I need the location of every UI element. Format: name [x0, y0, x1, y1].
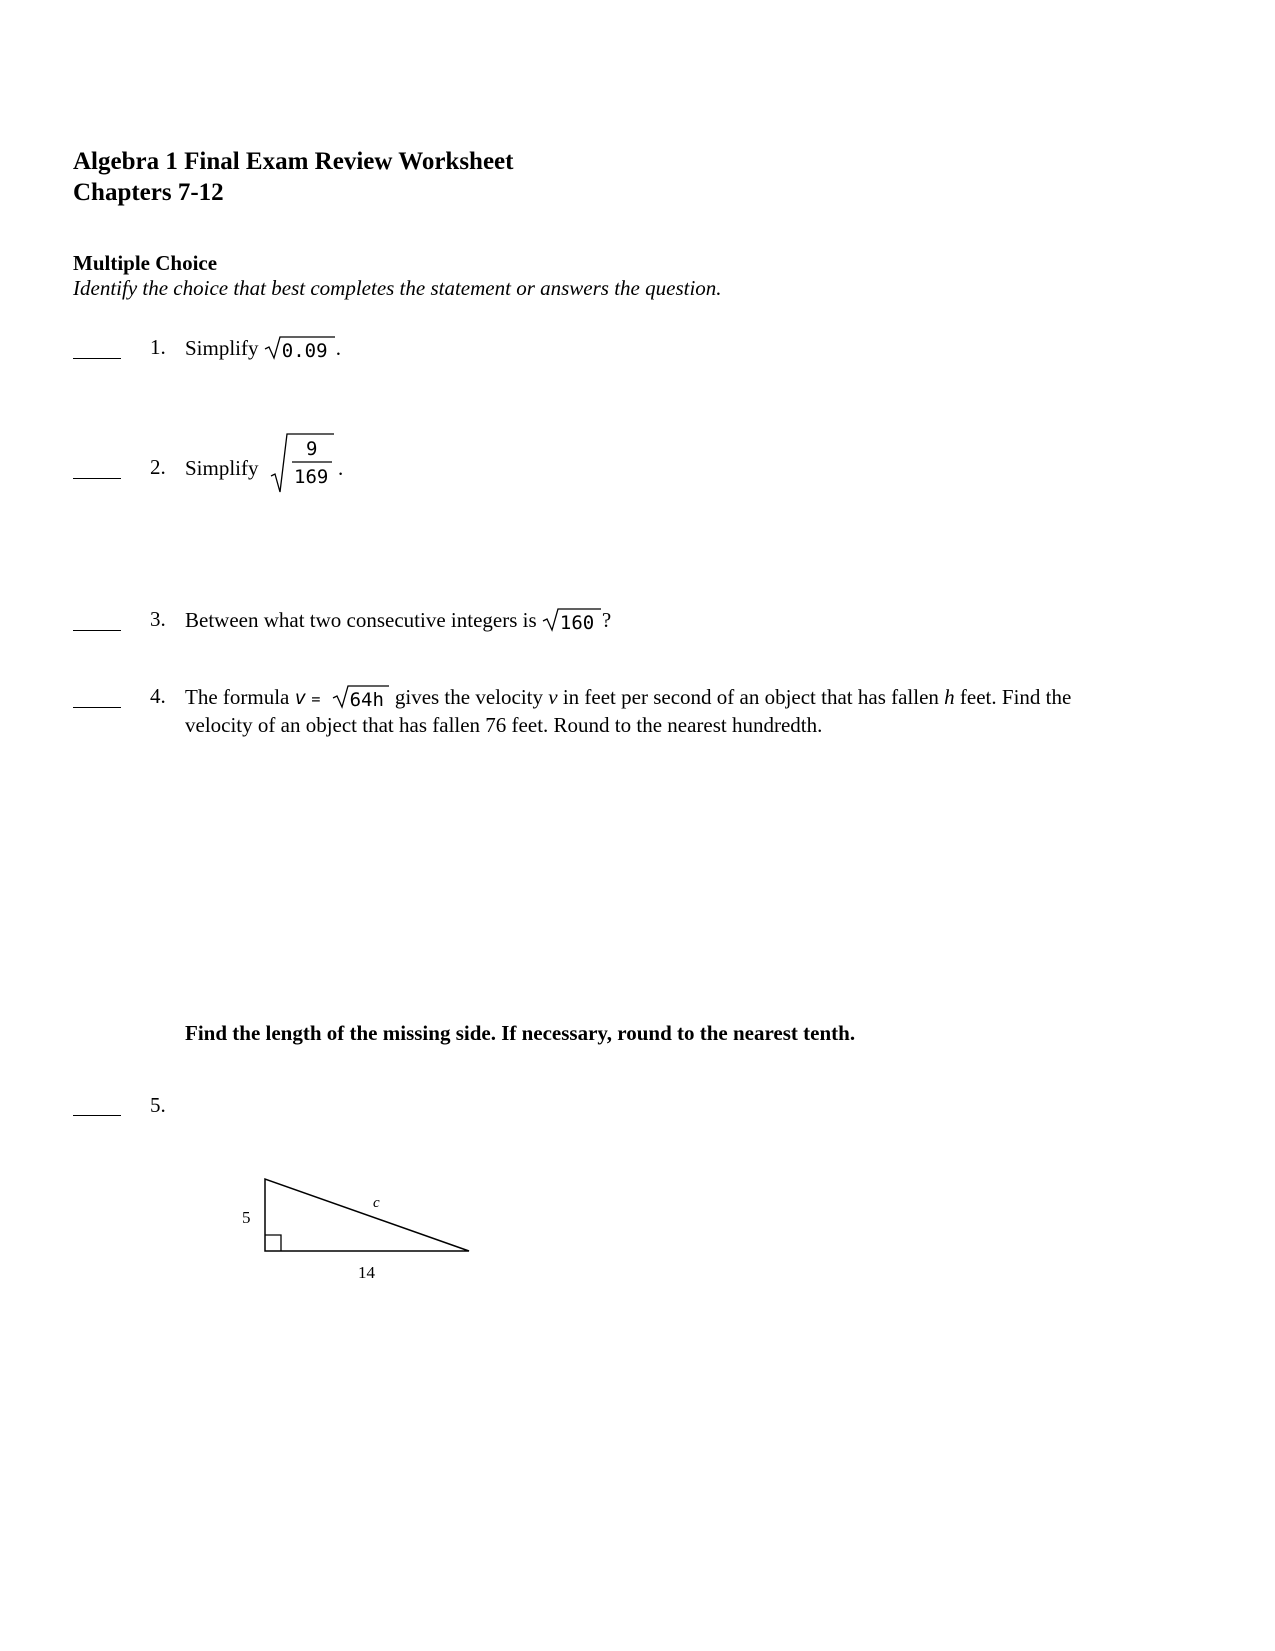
question-3-text: Between what two consecutive integers is [185, 608, 537, 632]
right-angle-marker [265, 1235, 281, 1251]
sqrt-expression-3 [542, 607, 602, 633]
question-4-line-1 [185, 684, 1185, 712]
question-4-text-a: The formula [185, 685, 290, 709]
question-number-2: 2. [150, 455, 166, 479]
subsection-instruction: Find the length of the missing side. If necessary, round to the nearest tenth. [185, 1021, 856, 1045]
answer-blank-3[interactable] [73, 630, 121, 631]
question-3-mark: ? [601, 608, 612, 632]
fraction-numerator: 9 [306, 438, 318, 460]
question-4 [185, 684, 1185, 738]
side-label-vertical: 5 [242, 1208, 251, 1227]
radicand-3: 160 [559, 612, 595, 634]
triangle-diagram [235, 1175, 475, 1285]
formula-equals: = [311, 690, 321, 708]
triangle-shape [265, 1179, 469, 1251]
question-1-text: Simplify [185, 336, 259, 360]
question-number-3: 3. [150, 607, 166, 631]
radicand-1: 0.09 [281, 340, 328, 362]
side-label-hypotenuse: c [373, 1195, 380, 1211]
sqrt-expression-4 [332, 684, 390, 710]
answer-blank-1[interactable] [73, 358, 121, 359]
question-2-period: . [338, 456, 344, 480]
question-4-text-b: gives the velocity [394, 685, 543, 709]
var-v: v [548, 685, 558, 709]
sqrt-expression-1 [264, 335, 336, 361]
var-h: h [944, 685, 955, 709]
question-number-4: 4. [150, 684, 166, 708]
title-line-2: Chapters 7-12 [73, 179, 224, 206]
answer-blank-5[interactable] [73, 1115, 121, 1116]
page-title [73, 146, 513, 208]
question-1 [185, 335, 341, 361]
right-triangle-figure [235, 1175, 475, 1285]
question-3 [185, 607, 611, 633]
fraction-denominator: 169 [294, 466, 329, 488]
question-number-1: 1. [150, 335, 166, 359]
question-4-text-d: feet. Find the [959, 685, 1072, 709]
answer-blank-4[interactable] [73, 707, 121, 708]
question-1-period: . [335, 336, 342, 360]
radicand-4: 64h [349, 689, 384, 711]
title-line-1: Algebra 1 Final Exam Review Worksheet [73, 148, 514, 175]
question-number-5: 5. [150, 1093, 166, 1117]
answer-blank-2[interactable] [73, 478, 121, 479]
question-2 [185, 455, 259, 481]
question-2-text: Simplify [185, 456, 259, 480]
formula-variable: v [294, 687, 307, 709]
sqrt-fraction-2 [270, 432, 336, 494]
question-4-text-c: in feet per second of an object that has fallen [562, 685, 939, 709]
section-instructions: Identify the choice that best completes the statement or answers the question. [73, 276, 722, 300]
side-label-horizontal: 14 [358, 1263, 375, 1282]
question-4-line-2: velocity of an object that has fallen 76 feet. Round to the nearest hundredth. [185, 713, 823, 737]
section-heading: Multiple Choice [73, 251, 218, 275]
